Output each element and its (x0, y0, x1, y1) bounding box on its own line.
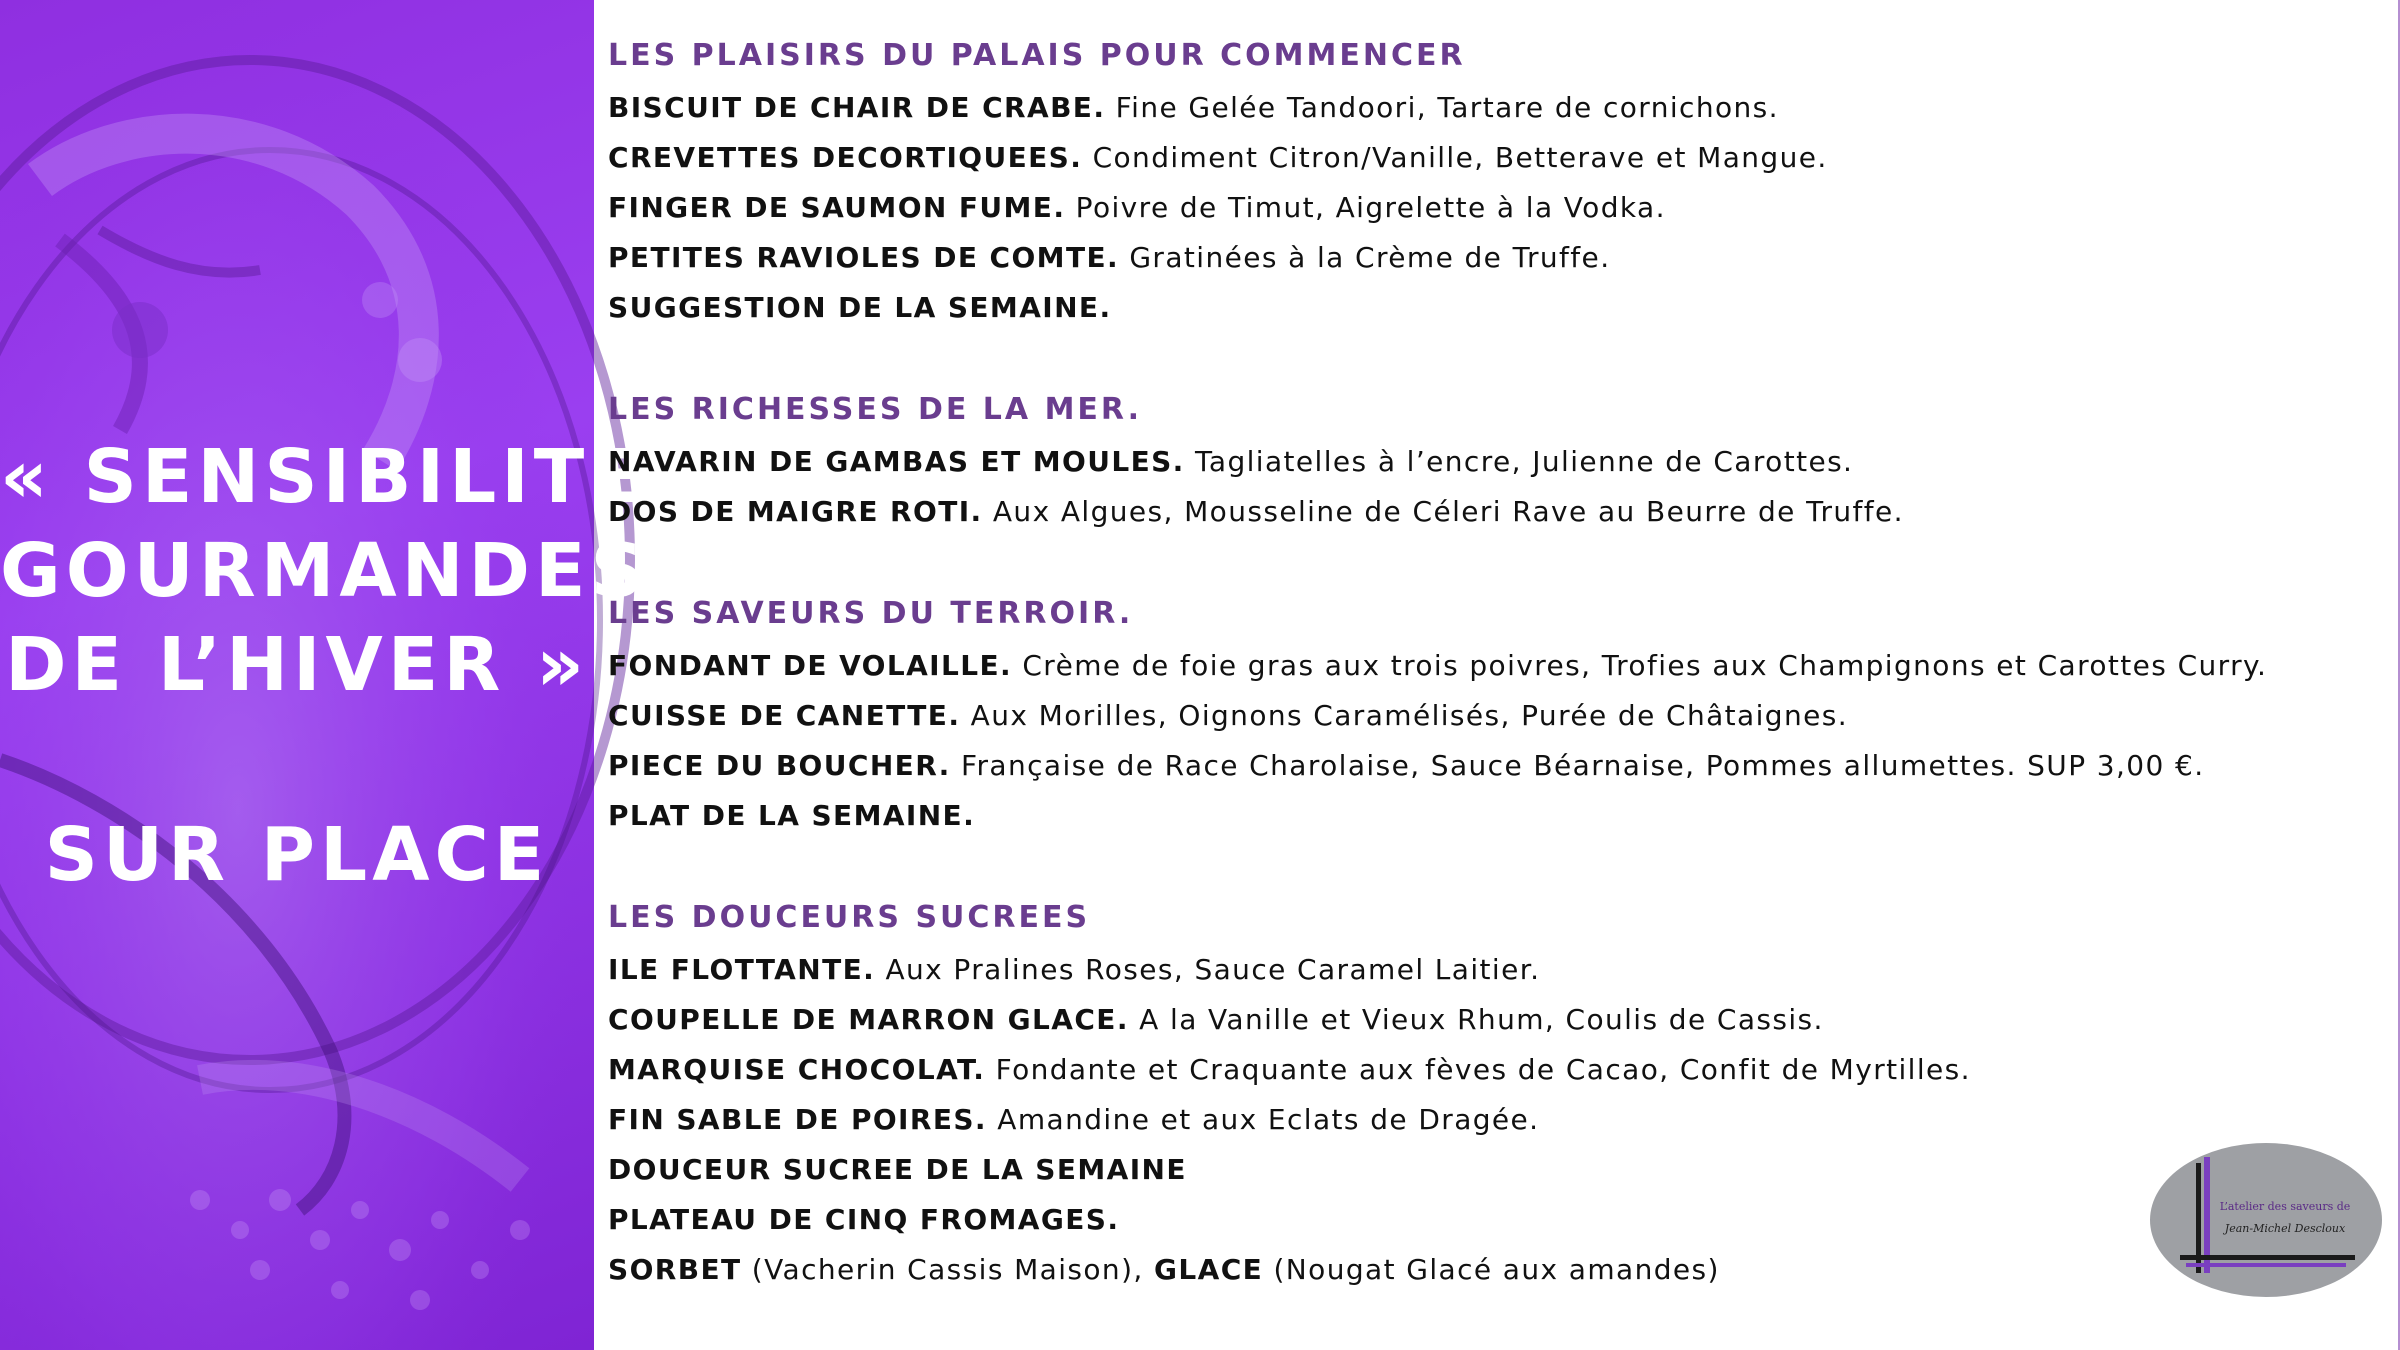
dish-name: PETITES RAVIOLES DE COMTE. (608, 241, 1120, 274)
hero-title-line-1: « SENSIBILITES (0, 434, 704, 520)
menu-item (608, 290, 2338, 326)
dish-name: CREVETTES DECORTIQUEES. (608, 141, 1083, 174)
menu-item (608, 444, 2338, 480)
menu-item (608, 494, 2338, 530)
menu-item (608, 1102, 2338, 1138)
logo-text: L’atelier des saveurs de (2219, 1200, 2351, 1213)
menu-item (608, 140, 2338, 176)
section-title: LES PLAISIRS DU PALAIS POUR COMMENCER (608, 38, 1466, 73)
menu-item (608, 190, 2338, 226)
dish-name: GLACE (1154, 1253, 1264, 1286)
dish-name: COUPELLE DE MARRON GLACE. (608, 1003, 1129, 1036)
dish-name: DOS DE MAIGRE ROTI. (608, 495, 983, 528)
dish-description: Fondante et Craquante aux fèves de Cacao, Confit de Myrtilles. (985, 1053, 1971, 1086)
menu-item (608, 1202, 2338, 1238)
menu-section-starters (608, 36, 2338, 326)
hero-subtitle: SUR PLACE (44, 812, 550, 898)
dish-name: DOUCEUR SUCREE DE LA SEMAINE (608, 1153, 1187, 1186)
dish-name: FIN SABLE DE POIRES. (608, 1103, 987, 1136)
dish-description: (Nougat Glacé aux amandes) (1263, 1253, 1720, 1286)
section-title: LES SAVEURS DU TERROIR. (608, 596, 1134, 631)
menu-item (608, 798, 2338, 834)
restaurant-logo (2150, 1143, 2382, 1297)
dish-description: Fine Gelée Tandoori, Tartare de cornichons. (1105, 91, 1779, 124)
menu-section-desserts (608, 898, 2338, 1288)
menu-item (608, 648, 2338, 684)
menu-section-sea (608, 390, 2338, 530)
logo-signature: Jean-Michel Descloux (2224, 1222, 2346, 1235)
dish-description: Tagliatelles à l’encre, Julienne de Carottes. (1184, 445, 1854, 478)
dish-name: CUISSE DE CANETTE. (608, 699, 961, 732)
section-title: LES DOUCEURS SUCREES (608, 900, 1091, 935)
dish-name: PLAT DE LA SEMAINE. (608, 799, 976, 832)
knife-fork-icon (2150, 1143, 2382, 1297)
dish-description: Aux Pralines Roses, Sauce Caramel Laitier. (875, 953, 1541, 986)
menu-item (608, 1002, 2338, 1038)
dish-name: NAVARIN DE GAMBAS ET MOULES. (608, 445, 1185, 478)
dish-name: FINGER DE SAUMON FUME. (608, 191, 1066, 224)
hero-title-line-2: GOURMANDES (0, 528, 649, 614)
dish-description: Amandine et aux Eclats de Dragée. (986, 1103, 1540, 1136)
dish-description: Crème de foie gras aux trois poivres, Trofies aux Champignons et Carottes Curry. (1012, 649, 2268, 682)
dish-name: ILE FLOTTANTE. (608, 953, 876, 986)
menu-item (608, 952, 2338, 988)
section-title: LES RICHESSES DE LA MER. (608, 392, 1142, 427)
menu-item (608, 1152, 2338, 1188)
dish-name: PIECE DU BOUCHER. (608, 749, 951, 782)
hero-title (0, 430, 704, 902)
dish-name: MARQUISE CHOCOLAT. (608, 1053, 986, 1086)
menu-item (608, 748, 2338, 784)
dish-name: FONDANT DE VOLAILLE. (608, 649, 1013, 682)
dish-name: BISCUIT DE CHAIR DE CRABE. (608, 91, 1106, 124)
menu-item (608, 1052, 2338, 1088)
dish-name: SUGGESTION DE LA SEMAINE. (608, 291, 1112, 324)
dish-name: PLATEAU DE CINQ FROMAGES. (608, 1203, 1120, 1236)
dish-description: Condiment Citron/Vanille, Betterave et Mangue. (1082, 141, 1828, 174)
menu-item (608, 90, 2338, 126)
dish-description: (Vacherin Cassis Maison), (741, 1253, 1155, 1286)
menu-list (608, 36, 2338, 1288)
menu-item (608, 698, 2338, 734)
dish-description: Gratinées à la Crème de Truffe. (1119, 241, 1611, 274)
dish-description: Aux Morilles, Oignons Caramélisés, Purée de Châtaignes. (960, 699, 1849, 732)
dish-description: Poivre de Timut, Aigrelette à la Vodka. (1065, 191, 1666, 224)
hero-title-line-3: DE L’HIVER » (5, 622, 589, 708)
dish-description: A la Vanille et Vieux Rhum, Coulis de Cassis. (1128, 1003, 1824, 1036)
dish-description: Française de Race Charolaise, Sauce Béarnaise, Pommes allumettes. SUP 3,00 €. (950, 749, 2205, 782)
dish-name: SORBET (608, 1253, 742, 1286)
dish-description: Aux Algues, Mousseline de Céleri Rave au Beurre de Truffe. (982, 495, 1904, 528)
menu-item (608, 240, 2338, 276)
menu-item (608, 1252, 2338, 1288)
menu-section-terroir (608, 594, 2338, 834)
